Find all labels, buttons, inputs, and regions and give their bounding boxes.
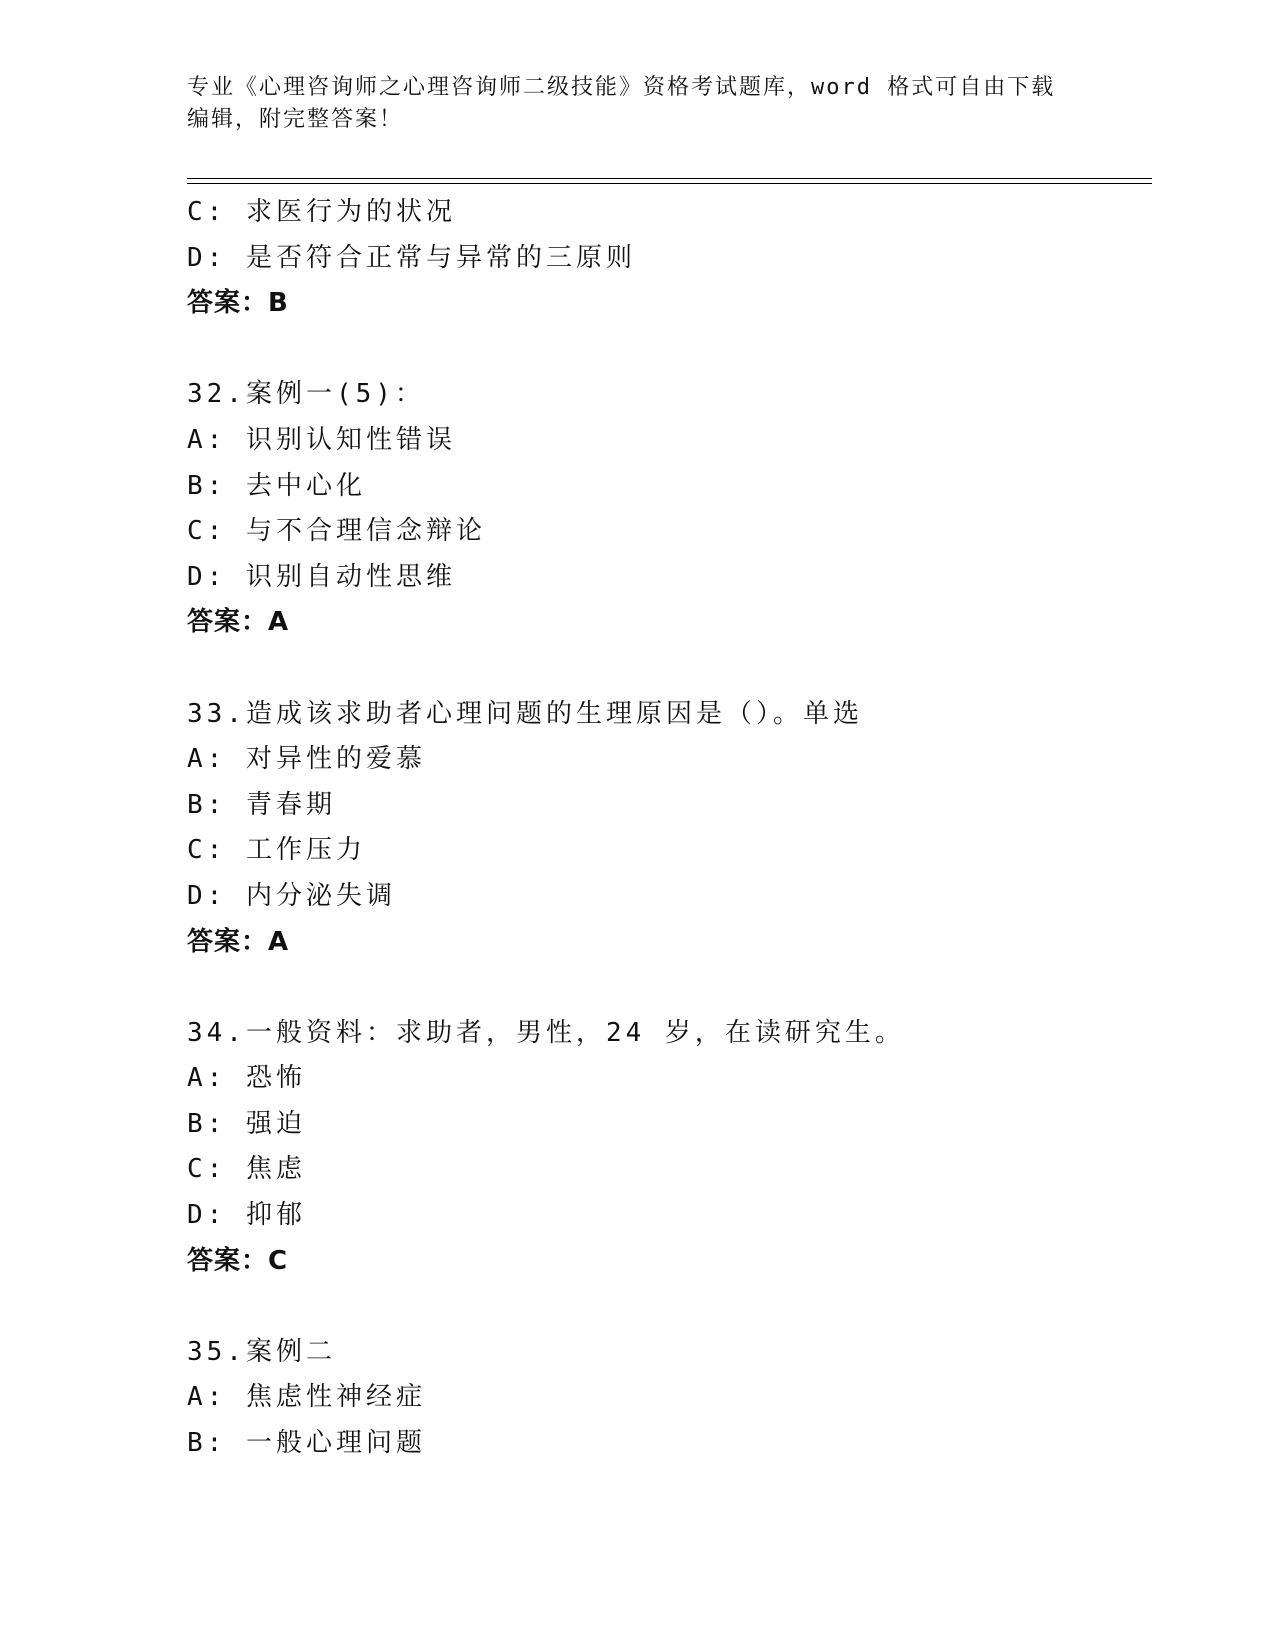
answer-line: 答案：B (187, 288, 289, 319)
blank-line (187, 646, 1147, 692)
question-line: 33.造成该求助者心理问题的生理原因是（）。单选 (187, 698, 863, 729)
option-line: A: 恐怖 (187, 1063, 306, 1094)
option-line: C: 工作压力 (187, 835, 366, 866)
option-line: C: 焦虑 (187, 1154, 306, 1185)
option-line: D: 抑郁 (187, 1200, 306, 1231)
header-divider-bottom (187, 183, 1152, 184)
option-line: D: 是否符合正常与异常的三原则 (187, 242, 636, 273)
question-line: 32.案例一(5)： (187, 379, 425, 410)
header-line-1: 专业《心理咨询师之心理咨询师二级技能》资格考试题库，word 格式可自由下载 (187, 75, 1056, 100)
option-line: C: 求医行为的状况 (187, 197, 456, 227)
option-line: D: 识别自动性思维 (187, 561, 456, 592)
option-line: D: 内分泌失调 (187, 880, 396, 911)
option-line: A: 对异性的爱慕 (187, 744, 426, 775)
header-line-2: 编辑，附完整答案！ (187, 107, 404, 132)
option-line: C: 与不合理信念辩论 (187, 516, 486, 547)
option-line: A: 焦虑性神经症 (187, 1382, 426, 1413)
answer-line: 答案：A (187, 926, 290, 957)
option-line: B: 一般心理问题 (187, 1428, 426, 1459)
option-line: B: 去中心化 (187, 470, 366, 501)
question-list (187, 190, 1147, 1467)
header-divider-top (187, 178, 1152, 179)
option-line: A: 识别认知性错误 (187, 424, 456, 455)
question-line: 35.案例二 (187, 1336, 336, 1367)
answer-line: 答案：C (187, 1245, 289, 1276)
blank-line (187, 965, 1147, 1011)
option-line: B: 强迫 (187, 1108, 306, 1139)
question-line: 34.一般资料：求助者，男性，24 岁，在读研究生。 (187, 1017, 905, 1048)
answer-line: 答案：A (187, 607, 290, 638)
option-line: B: 青春期 (187, 789, 336, 820)
blank-line (187, 1284, 1147, 1330)
document-header (187, 72, 1067, 136)
blank-line (187, 327, 1147, 373)
